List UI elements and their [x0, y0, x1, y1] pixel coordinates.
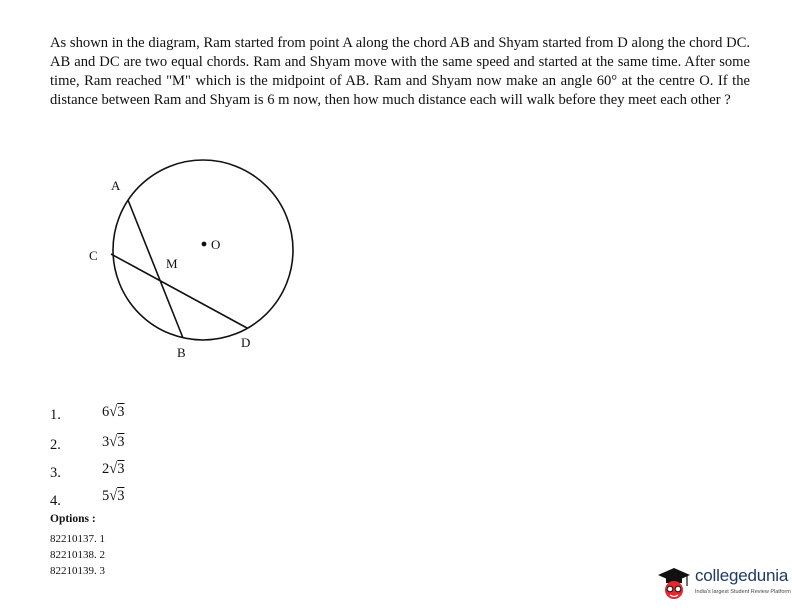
radicand: 3	[117, 404, 125, 420]
answer-value	[102, 404, 124, 421]
coefficient: 2	[102, 461, 110, 477]
answer-number: 4.	[50, 493, 61, 509]
answer-number: 2.	[50, 437, 61, 453]
sqrt-symbol: √	[109, 487, 118, 505]
option-id: 82210137. 1	[50, 533, 105, 545]
logo-tagline: India's largest Student Review Platform	[695, 589, 791, 595]
answer-value	[102, 461, 124, 478]
graduate-cap-icon	[657, 566, 691, 602]
label-m: M	[166, 256, 178, 271]
circle	[113, 160, 293, 340]
sqrt-symbol: √	[109, 460, 118, 478]
sqrt-symbol: √	[109, 403, 118, 421]
label-a: A	[111, 178, 121, 193]
answer-value	[102, 488, 124, 505]
option-id: 82210139. 3	[50, 565, 105, 577]
coefficient: 6	[102, 404, 110, 420]
answer-number: 3.	[50, 465, 61, 481]
option-id: 82210138. 2	[50, 549, 105, 561]
chord-cd	[111, 254, 247, 328]
label-b: B	[177, 345, 186, 360]
radicand: 3	[117, 461, 125, 477]
label-c: C	[89, 248, 98, 263]
question-text: As shown in the diagram, Ram started from point A along the chord AB and Shyam started from D along the chord DC. AB and DC are two equal chords. Ram and Shyam move with the same speed and started at the same time. After some time, Ram reached "M" which is the midpoint of AB. Ram and Shyam now make an angle 60° at the centre O. If the distance between Ram and Shyam is 6 m now, then how much distance each will walk before they meet each other ?	[50, 35, 750, 108]
centre-dot	[202, 242, 207, 247]
collegedunia-logo	[655, 562, 792, 608]
sqrt-symbol: √	[109, 433, 118, 451]
answer-value	[102, 434, 124, 451]
answer-number: 1.	[50, 407, 61, 423]
label-d: D	[241, 335, 251, 350]
options-heading: Options :	[50, 513, 96, 525]
label-o: O	[211, 237, 221, 252]
logo-wordmark: collegedunia	[695, 566, 789, 585]
coefficient: 3	[102, 434, 110, 450]
radicand: 3	[117, 434, 125, 450]
coefficient: 5	[102, 488, 110, 504]
radicand: 3	[117, 488, 125, 504]
